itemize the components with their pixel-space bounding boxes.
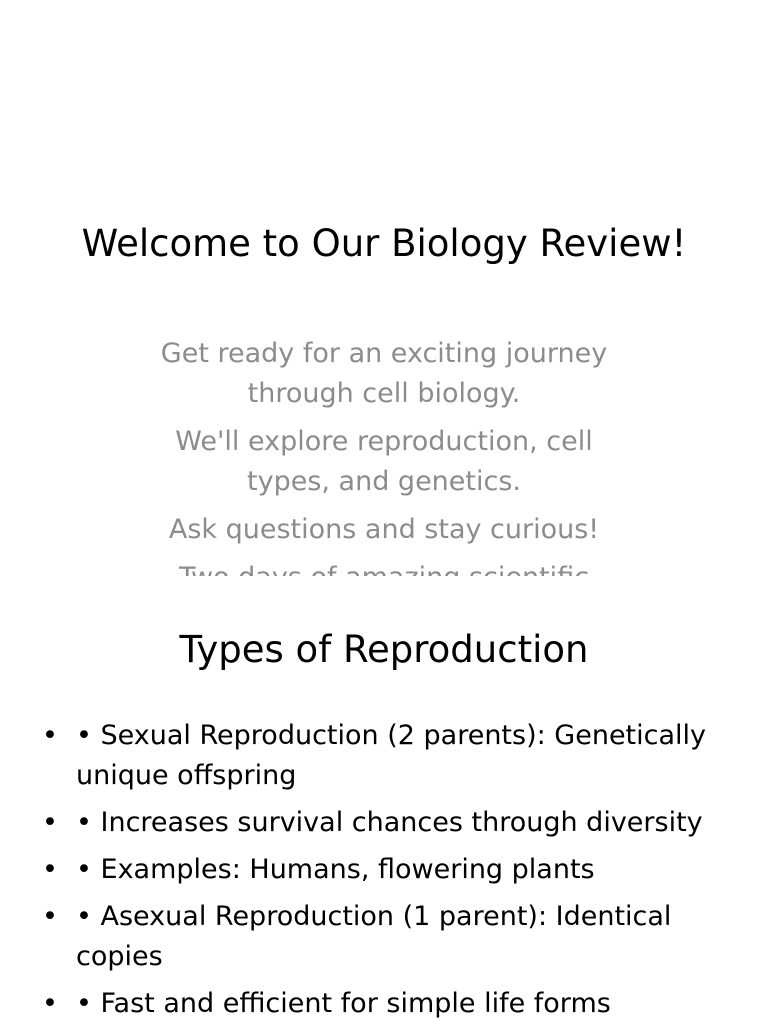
bullet-item	[40, 897, 740, 977]
reproduction-slide	[0, 576, 768, 1024]
slide-title: Types of Reproduction	[179, 628, 589, 671]
bullet-item	[40, 850, 740, 890]
bullet-dot-icon: •	[42, 854, 58, 885]
bullet-list	[40, 716, 740, 1031]
subtitle-line: Ask questions and stay curious!	[168, 514, 600, 545]
bullet-text: • Increases survival chances through diversity	[76, 807, 703, 838]
bullet-item	[40, 803, 740, 843]
slide-subtitle	[154, 334, 614, 576]
bullet-text: • Asexual Reproduction (1 parent): Identical copies	[76, 901, 672, 972]
bullet-dot-icon: •	[42, 988, 58, 1019]
subtitle-line: Get ready for an exciting journey through cell biology.	[160, 338, 608, 409]
bullet-text: • Sexual Reproduction (2 parents): Genetically unique offspring	[76, 720, 707, 791]
bullet-text: • Examples: Humans, flowering plants	[76, 854, 595, 885]
bullet-text: • Fast and efficient for simple life forms	[76, 988, 611, 1019]
bullet-item	[40, 984, 740, 1024]
bullet-item	[40, 716, 740, 796]
bullet-dot-icon: •	[42, 901, 58, 932]
subtitle-line: We'll explore reproduction, cell types, and genetics.	[175, 426, 593, 497]
slide-title: Welcome to Our Biology Review!	[81, 222, 687, 265]
bullet-dot-icon: •	[42, 807, 58, 838]
bullet-dot-icon: •	[42, 720, 58, 751]
